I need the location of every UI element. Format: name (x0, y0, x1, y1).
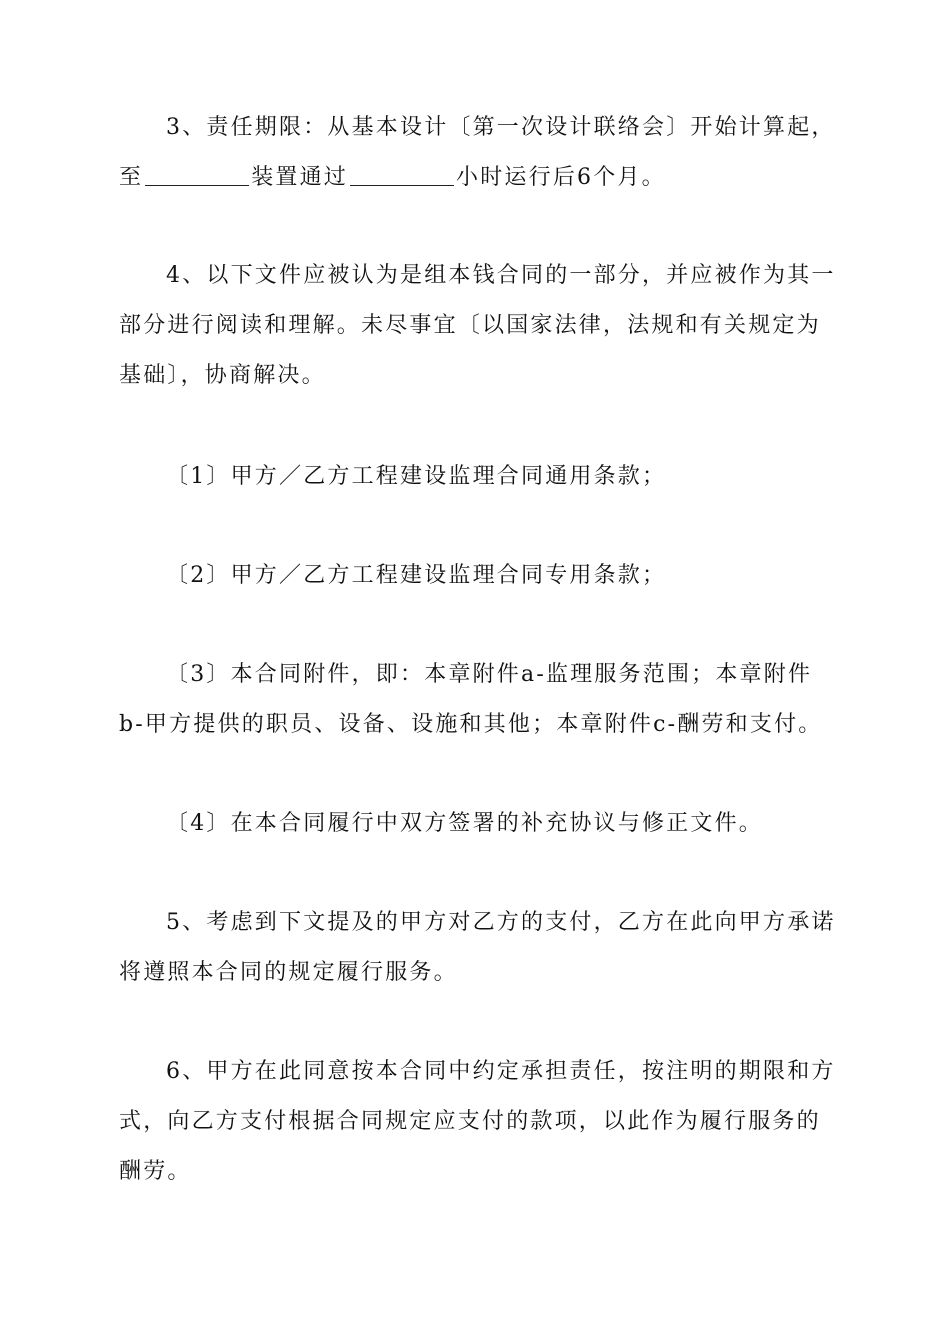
clause-6 (119, 1047, 836, 1197)
item-3 (119, 650, 831, 750)
fill-blank-start (145, 165, 249, 186)
clause-6-line-3: 酬劳。 (119, 1159, 192, 1184)
clause-3-line-2 (119, 153, 831, 203)
item-3-line-1: 〔3〕本合同附件，即：本章附件a-监理服务范围；本章附件 (166, 662, 813, 687)
item-1-text: 〔1〕甲方／乙方工程建设监理合同通用条款； (166, 464, 667, 489)
clause-3-text-b: 装置通过 (251, 165, 349, 190)
item-3-line-2: b-甲方提供的职员、设备、设施和其他；本章附件c-酬劳和支付。 (119, 712, 823, 737)
clause-6-line-1: 6、甲方在此同意按本合同中约定承担责任，按注明的期限和方 (166, 1059, 836, 1084)
item-4 (119, 799, 831, 849)
item-2 (119, 551, 831, 601)
clause-3-text-a: 至 (119, 165, 144, 190)
fill-blank-hours (350, 165, 454, 186)
clause-5 (119, 898, 836, 998)
clause-6-line-2: 式，向乙方支付根据合同规定应支付的款项，以此作为履行服务的 (119, 1109, 821, 1134)
item-4-text: 〔4〕在本合同履行中双方签署的补充协议与修正文件。 (166, 811, 763, 836)
item-1 (119, 452, 831, 502)
clause-5-line-2: 将遵照本合同的规定履行服务。 (119, 960, 458, 985)
clause-3-text-c: 小时运行后6个月。 (456, 165, 666, 190)
item-2-text: 〔2〕甲方／乙方工程建设监理合同专用条款； (166, 563, 667, 588)
clause-4-line-1: 4、以下文件应被认为是组本钱合同的一部分，并应被作为其一 (166, 263, 836, 288)
clause-5-line-1: 5、考虑到下文提及的甲方对乙方的支付，乙方在此向甲方承诺 (166, 910, 836, 935)
clause-4 (119, 251, 836, 401)
clause-4-line-3: 基础〕，协商解决。 (119, 363, 326, 388)
clause-3-line-1: 3、责任期限：从基本设计〔第一次设计联络会〕开始计算起， (166, 115, 836, 140)
clause-3 (119, 103, 836, 203)
clause-4-line-2: 部分进行阅读和理解。未尽事宜〔以国家法律，法规和有关规定为 (119, 313, 821, 338)
